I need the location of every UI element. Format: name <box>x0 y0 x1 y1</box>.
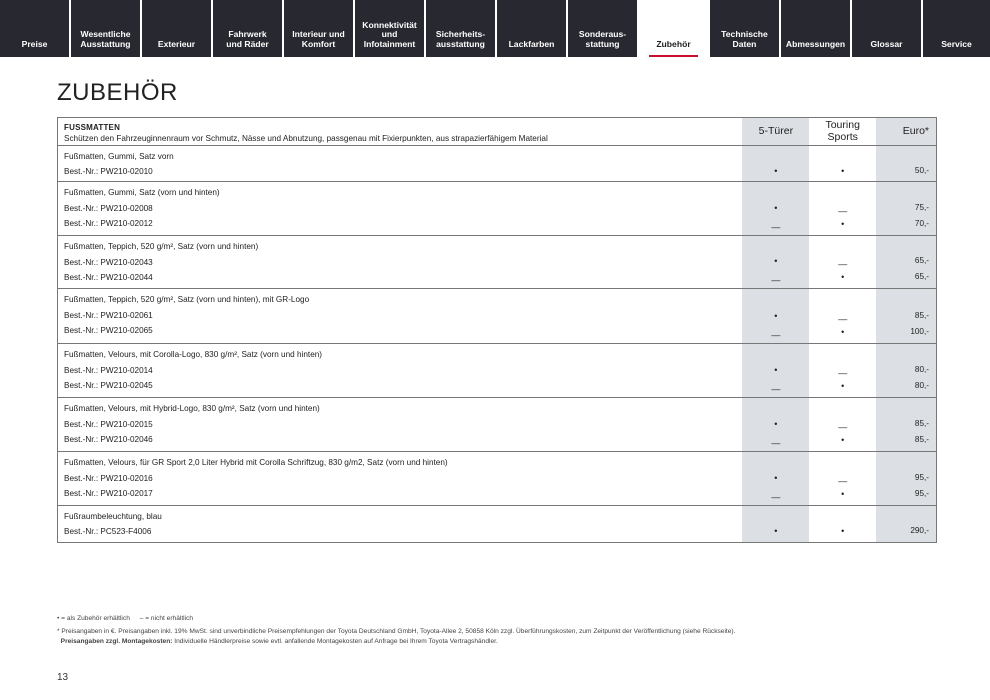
part-number: Best.-Nr.: PW210-02015 <box>64 419 153 429</box>
section-description: Schützen den Fahrzeuginnenraum vor Schmutz, Nässe und Abnutzung, passgenau mit Fixierpunkten, aus strapazierfähigem Material <box>64 134 548 143</box>
price-note <box>57 627 937 646</box>
table-row <box>58 146 936 182</box>
availability-5-tuerer-cell <box>742 344 809 397</box>
not-available-mark: — <box>771 222 781 232</box>
availability-touring-sports-cell <box>809 452 876 505</box>
legend-not-available: – = nicht erhältlich <box>139 615 194 622</box>
tab-wesentliche-ausstattung[interactable]: Wesentliche Ausstattung <box>71 0 142 57</box>
table-body <box>58 146 936 542</box>
availability-touring-sports-cell <box>809 236 876 288</box>
tab-technische-daten[interactable]: Technische Daten <box>710 0 781 57</box>
tab-sicherheits-ausstattung[interactable]: Sicherheits- ausstattung <box>426 0 497 57</box>
section-title: FUSSMATTEN <box>64 123 121 132</box>
table-header-row <box>58 118 936 146</box>
product-description-cell <box>58 289 742 343</box>
not-available-mark: — <box>771 438 781 448</box>
product-description-cell <box>58 236 742 288</box>
price-value: 95,- <box>914 473 929 482</box>
product-description-cell <box>58 398 742 451</box>
availability-5-tuerer-cell <box>742 289 809 343</box>
tab-service[interactable]: Service <box>923 0 990 57</box>
product-name: Fußmatten, Gummi, Satz (vorn und hinten) <box>64 188 220 197</box>
price-value: 95,- <box>914 489 929 498</box>
product-name: Fußmatten, Velours, mit Hybrid-Logo, 830 g/m², Satz (vorn und hinten) <box>64 404 320 413</box>
available-mark: • <box>774 473 778 483</box>
product-description-cell <box>58 344 742 397</box>
price-value: 65,- <box>914 272 929 281</box>
product-name: Fußmatten, Gummi, Satz vorn <box>64 152 174 161</box>
tab-abmessungen[interactable]: Abmessungen <box>781 0 852 57</box>
available-mark: • <box>841 435 845 445</box>
price-cell <box>876 236 936 288</box>
available-mark: • <box>841 219 845 229</box>
tab-fahrwerk-und-räder[interactable]: Fahrwerk und Räder <box>213 0 284 57</box>
price-cell <box>876 182 936 235</box>
table-row <box>58 182 936 236</box>
price-value: 50,- <box>914 166 929 175</box>
price-cell <box>876 344 936 397</box>
table-row <box>58 344 936 398</box>
tab-exterieur[interactable]: Exterieur <box>142 0 213 57</box>
availability-touring-sports-cell <box>809 506 876 542</box>
availability-touring-sports-cell <box>809 146 876 181</box>
part-number: Best.-Nr.: PW210-02012 <box>64 219 153 228</box>
part-number: Best.-Nr.: PW210-02016 <box>64 473 153 483</box>
price-cell <box>876 146 936 181</box>
part-number: Best.-Nr.: PW210-02008 <box>64 203 153 213</box>
not-available-mark: — <box>838 422 848 432</box>
available-mark: • <box>774 166 778 176</box>
available-mark: • <box>774 311 778 321</box>
tab-zubehör[interactable]: Zubehör <box>639 0 710 57</box>
product-description-cell <box>58 506 742 542</box>
price-cell <box>876 289 936 343</box>
product-name: Fußmatten, Teppich, 520 g/m², Satz (vorn und hinten), mit GR-Logo <box>64 295 310 304</box>
header-description-cell <box>58 118 742 145</box>
tab-glossar[interactable]: Glossar <box>852 0 923 57</box>
part-number: Best.-Nr.: PW210-02046 <box>64 435 153 444</box>
price-value: 75,- <box>914 203 929 212</box>
page-number: 13 <box>57 672 69 683</box>
product-description-cell <box>58 452 742 505</box>
price-value: 70,- <box>914 219 929 228</box>
available-mark: • <box>841 327 845 337</box>
product-name: Fußraumbeleuchtung, blau <box>64 512 162 521</box>
legend <box>57 615 201 622</box>
not-available-mark: — <box>771 492 781 502</box>
available-mark: • <box>774 203 778 213</box>
price-cell <box>876 506 936 542</box>
price-note-text: Individuelle Händlerpreise sowie evtl. anfallende Montagekosten auf Anfrage bei Ihrem Toyota Vertragshändler. <box>172 637 498 645</box>
available-mark: • <box>774 365 778 375</box>
available-mark: • <box>774 419 778 429</box>
price-value: 85,- <box>914 419 929 428</box>
price-cell <box>876 398 936 451</box>
price-value: 80,- <box>914 381 929 390</box>
available-mark: • <box>774 526 778 536</box>
column-header-euro: Euro* <box>876 118 936 145</box>
top-navigation <box>0 0 990 57</box>
product-description-cell <box>58 182 742 235</box>
availability-5-tuerer-cell <box>742 452 809 505</box>
part-number: Best.-Nr.: PC523-F4006 <box>64 526 152 536</box>
part-number: Best.-Nr.: PW210-02043 <box>64 257 153 267</box>
not-available-mark: — <box>771 384 781 394</box>
tab-lackfarben[interactable]: Lackfarben <box>497 0 568 57</box>
table-row <box>58 398 936 452</box>
availability-5-tuerer-cell <box>742 146 809 181</box>
product-description-cell <box>58 146 742 181</box>
part-number: Best.-Nr.: PW210-02044 <box>64 273 153 282</box>
part-number: Best.-Nr.: PW210-02014 <box>64 365 153 375</box>
product-name: Fußmatten, Teppich, 520 g/m², Satz (vorn und hinten) <box>64 242 259 251</box>
available-mark: • <box>841 166 845 176</box>
tab-sonderaus-stattung[interactable]: Sonderaus- stattung <box>568 0 639 57</box>
product-name: Fußmatten, Velours, mit Corolla-Logo, 830 g/m², Satz (vorn und hinten) <box>64 350 323 359</box>
price-note-line-2 <box>57 637 937 647</box>
not-available-mark: — <box>838 476 848 486</box>
price-value: 100,- <box>910 327 929 336</box>
availability-touring-sports-cell <box>809 182 876 235</box>
availability-touring-sports-cell <box>809 344 876 397</box>
column-header-touring-sports: Touring Sports <box>825 119 860 143</box>
not-available-mark: — <box>838 368 848 378</box>
table-row <box>58 452 936 506</box>
tab-konnektivität-und-infotainment[interactable]: Konnektivität und Infotainment <box>355 0 426 57</box>
not-available-mark: — <box>771 275 781 285</box>
table-row <box>58 236 936 289</box>
available-mark: • <box>841 272 845 282</box>
tab-preise[interactable]: Preise <box>0 0 71 57</box>
price-cell <box>876 452 936 505</box>
product-name: Fußmatten, Velours, für GR Sport 2,0 Liter Hybrid mit Corolla Schriftzug, 830 g/m2, Satz (vorn und hinten) <box>64 458 448 467</box>
table-row <box>58 289 936 344</box>
part-number: Best.-Nr.: PW210-02017 <box>64 489 153 498</box>
availability-touring-sports-cell <box>809 289 876 343</box>
part-number: Best.-Nr.: PW210-02065 <box>64 326 153 335</box>
availability-5-tuerer-cell <box>742 398 809 451</box>
availability-5-tuerer-cell <box>742 506 809 542</box>
availability-5-tuerer-cell <box>742 182 809 235</box>
price-value: 290,- <box>910 526 929 535</box>
price-note-line-1: * Preisangaben in €. Preisangaben inkl. 19% MwSt. sind unverbindliche Preisempfehlungen der Toyota Deutschland GmbH, Toyota-Allee 2, 50858 Köln zzgl. Überführungskosten, zum Zeitpunkt der Veröffentlichung (siehe Rückseite). <box>57 628 736 635</box>
available-mark: • <box>841 526 845 536</box>
price-note-bold: Preisangaben zzgl. Montagekosten: <box>60 637 173 645</box>
price-value: 85,- <box>914 435 929 444</box>
price-value: 65,- <box>914 256 929 265</box>
available-mark: • <box>774 256 778 266</box>
table-row <box>58 506 936 542</box>
not-available-mark: — <box>838 314 848 324</box>
column-header-5-tuerer: 5-Türer <box>742 118 809 145</box>
accessories-table <box>57 117 937 543</box>
tab-interieur-und-komfort[interactable]: Interieur und Komfort <box>284 0 355 57</box>
not-available-mark: — <box>771 330 781 340</box>
part-number: Best.-Nr.: PW210-02061 <box>64 310 153 320</box>
availability-5-tuerer-cell <box>742 236 809 288</box>
legend-available: • = als Zubehör erhältlich <box>57 615 130 622</box>
price-value: 80,- <box>914 365 929 374</box>
not-available-mark: — <box>838 206 848 216</box>
part-number: Best.-Nr.: PW210-02045 <box>64 381 153 390</box>
part-number: Best.-Nr.: PW210-02010 <box>64 166 153 176</box>
availability-touring-sports-cell <box>809 398 876 451</box>
price-value: 85,- <box>914 311 929 320</box>
page-title: ZUBEHÖR <box>57 79 178 106</box>
available-mark: • <box>841 381 845 391</box>
available-mark: • <box>841 489 845 499</box>
not-available-mark: — <box>838 259 848 269</box>
